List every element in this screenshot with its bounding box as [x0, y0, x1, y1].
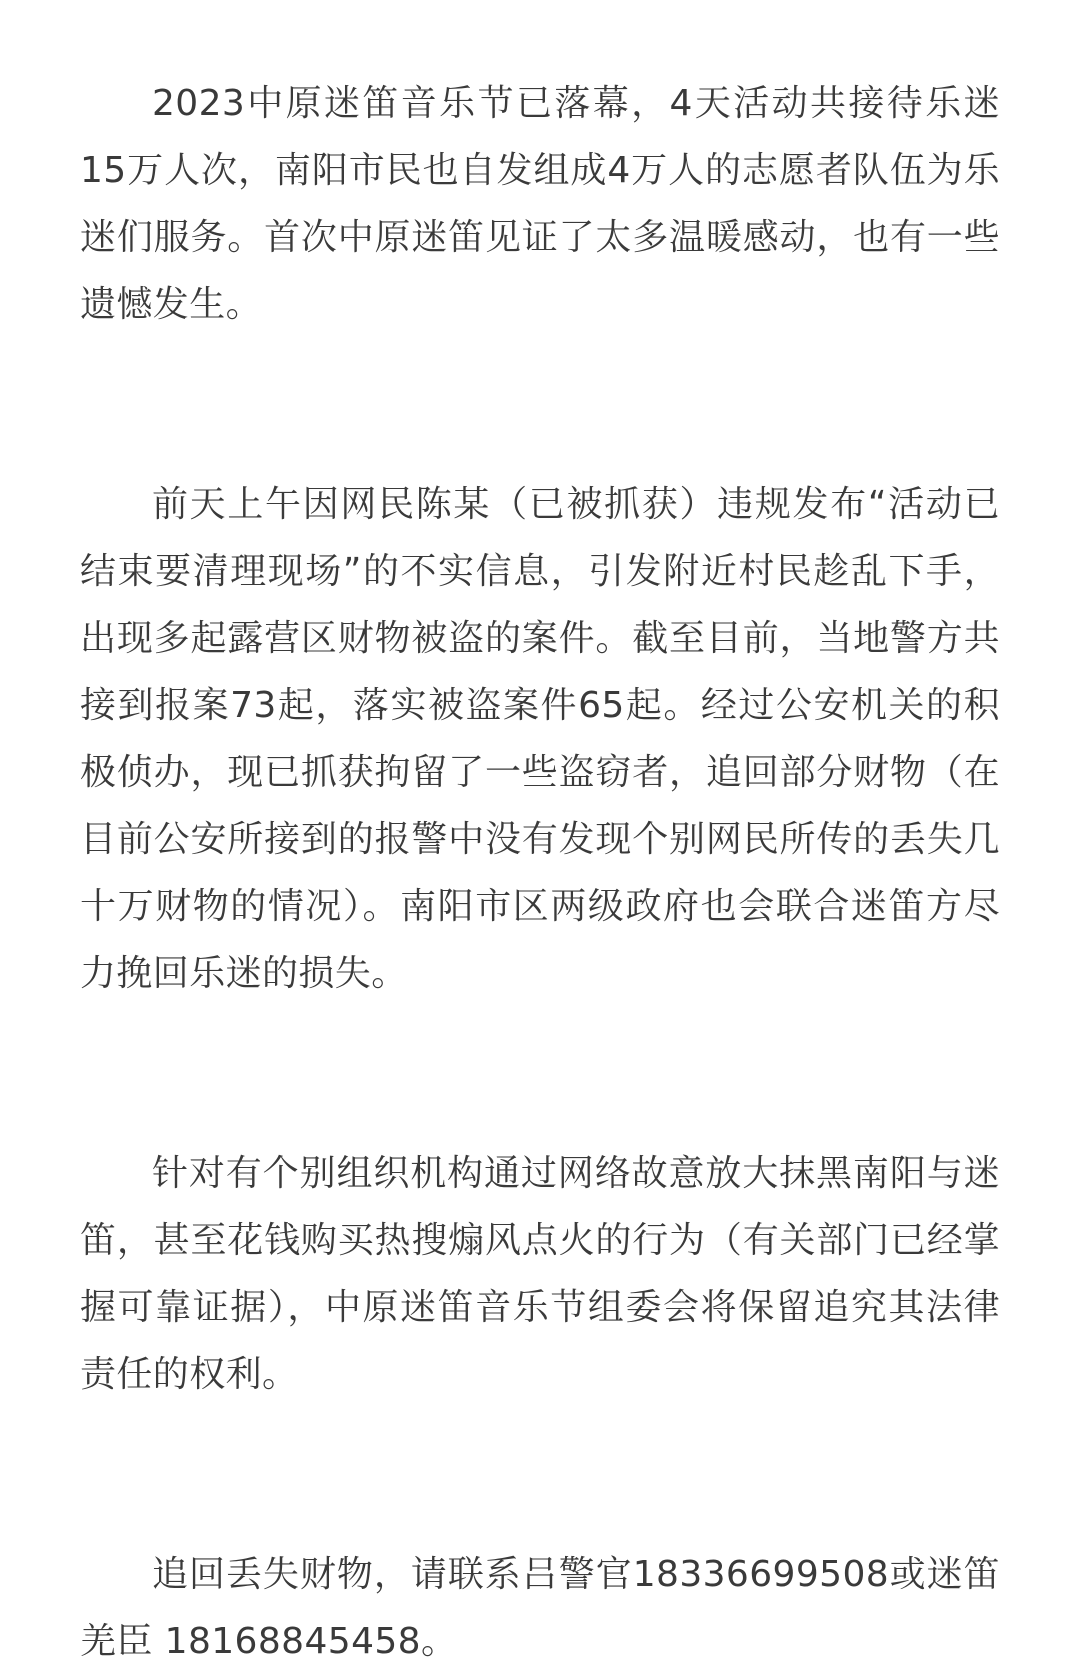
- paragraph-spacer: [80, 1408, 1000, 1541]
- paragraph-theft-report: 前天上午因网民陈某（已被抓获）违规发布“活动已结束要清理现场”的不实信息，引发附近村民趁乱下手，出现多起露营区财物被盗的案件。截至目前，当地警方共接到报案73起，落实被盗案件65起。经过公安机关的积极侦办，现已抓获拘留了一些盗窃者，追回部分财物（在目前公安所接到的报警中没有发现个别网民所传的丢失几十万财物的情况）。南阳市区两级政府也会联合迷笛方尽力挽回乐迷的损失。: [80, 484, 1000, 994]
- paragraph-legal-notice: 针对有个别组织机构通过网络故意放大抹黑南阳与迷笛，甚至花钱购买热搜煽风点火的行为（有关部门已经掌握可靠证据），中原迷笛音乐节组委会将保留追究其法律责任的权利。: [80, 1153, 1000, 1395]
- paragraph-spacer: [80, 338, 1000, 471]
- paragraph-spacer: [80, 1007, 1000, 1140]
- paragraph-intro: 2023中原迷笛音乐节已落幕，4天活动共接待乐迷15万人次，南阳市民也自发组成4万人的志愿者队伍为乐迷们服务。首次中原迷笛见证了太多温暖感动，也有一些遗憾发生。: [80, 83, 1000, 325]
- paragraph-contact: 追回丢失财物，请联系吕警官18336699508或迷笛羌臣 18168845458。: [80, 1554, 1000, 1662]
